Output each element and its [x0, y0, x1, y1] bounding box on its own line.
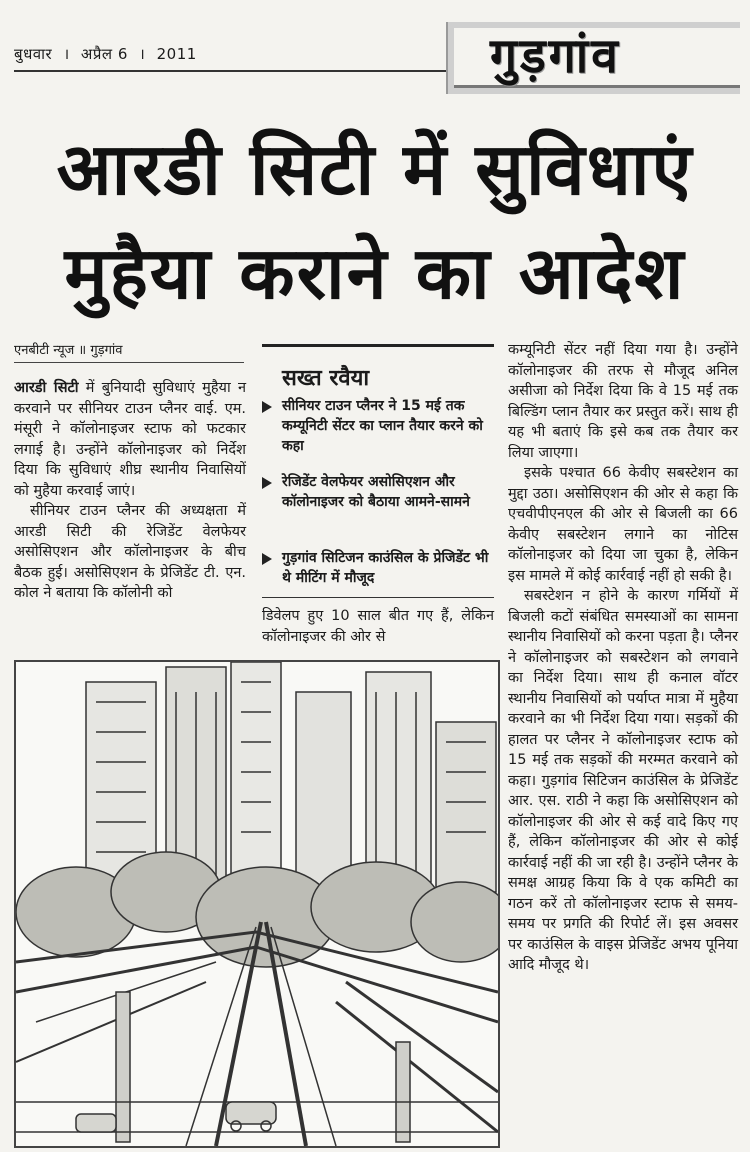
top-rule — [14, 70, 446, 72]
dateline-year: 2011 — [156, 45, 197, 63]
dateline-sep: । — [63, 45, 70, 63]
headline-line-1: आरडी सिटी में सुविधाएं — [56, 127, 694, 211]
article-column-1 — [14, 378, 246, 604]
dateline — [14, 44, 203, 64]
triangle-bullet-icon — [262, 553, 272, 565]
paragraph: इसके पश्चात 66 केवीए सबस्टेशन का मुद्दा उठा। असोसिएशन की ओर से कहा कि एचवीपीएनएल की ओर से बिजली का 66 केवीए सबस्टेशन लगाने का नोटिस कॉलोनाइजर को दिया जा चुका है, लेकिन इस मामले में कोई कार्रवाई नहीं हो सकी है। — [508, 465, 738, 584]
lead-bold: आरडी सिटी — [14, 380, 79, 396]
section-title: गुड़गांव — [490, 28, 621, 84]
article-column-3 — [508, 340, 738, 976]
byline-rule — [14, 362, 244, 363]
highlight-item: गुड़गांव सिटिजन काउंसिल के प्रेजिडेंट भी थे मीटिंग में मौजूद — [262, 548, 494, 588]
dateline-sep: । — [139, 45, 146, 63]
paragraph: सबस्टेशन न होने के कारण गर्मियों में बिजली कटों संबंधित समस्याओं का सामना स्थानीय निवासियों को करना पड़ता है। प्लैनर ने कॉलोनाइजर को सबस्टेशन को लगवाने का निर्देश दिया। साथ ही कनाल वॉटर स्थानीय निवासियों को पर्याप्त मात्रा में मुहैया करवाने का भी निर्देश दिया गया। सड़कों की हालत पर प्लैनर ने कॉलोनाइजर स्टाफ को 15 मई तक सड़कों की मरम्मत करवाने को कहा। गुड़गांव सिटिजन काउंसिल के प्रेजिडेंट आर. एस. राठी ने कहा कि असोसिएशन को कॉलोनाइजर की ओर से कई वादे किए गए हैं, लेकिन कॉलोनाइजर की ओर से कोई कार्रवाई नहीं की जा रही है। उन्होंने प्लैनर के समक्ष आग्रह किया कि वे एक कमिटी का गठन करें तो कॉलोनाइजर स्टाफ से समय-समय पर प्रगति की रिपोर्ट लें। इस अवसर पर काउंसिल के वाइस प्रेजिडेंट अभय पूनिया आदि मौजूद थे। — [508, 588, 738, 973]
paragraph: कम्यूनिटी सेंटर नहीं दिया गया है। उन्होंने कॉलोनाइजर की तरफ से मौजूद अनिल असीजा को निर्देश दिया कि वे 15 मई तक बिल्डिंग प्लान तैयार कर प्रस्तुत करें। साथ ही यह भी बताएं कि इसे कब तक तैयार कर लिया जाएगा। — [508, 342, 738, 461]
article-column-2: डिवेलप हुए 10 साल बीत गए हैं, लेकिन कॉलोनाइजर की ओर से — [262, 608, 494, 645]
byline: एनबीटी न्यूज ॥ गुड़गांव — [14, 343, 123, 358]
city-illustration — [14, 660, 500, 1148]
dateline-day: बुधवार — [14, 45, 53, 63]
highlight-item: सीनियर टाउन प्लैनर ने 15 मई तक कम्यूनिटी सेंटर का प्लान तैयार करने को कहा — [262, 396, 494, 456]
lead-text: में बुनियादी सुविधाएं मुहैया न करवाने पर सीनियर टाउन प्लैनर वाई. एम. मंसूरी ने कॉलोनाइजर स्टाफ को फटकार लगाई है। उन्होंने कॉलोनाइजर को निर्देश दिया कि सुविधाएं शीघ्र स्थानीय निवासियों को मुहैया करवाई जाएं। — [14, 380, 246, 499]
triangle-bullet-icon — [262, 401, 272, 413]
triangle-bullet-icon — [262, 477, 272, 489]
highlight-box-title: सख्त रवैया — [282, 366, 370, 391]
headline-line-2: मुहैया कराने का आदेश — [64, 231, 686, 315]
city-skyline-illustration — [16, 662, 498, 1146]
highlight-item: रेजिडेंट वेलफेयर असोसिएशन और कॉलोनाइजर को बैठाया आमने-सामने — [262, 472, 494, 512]
paragraph: सीनियर टाउन प्लैनर की अध्यक्षता में आरडी सिटी की रेजिडेंट वेलफेयर असोसिएशन और कॉलोनाइजर के बीच बैठक हुई। असोसिएशन के प्रेजिडेंट टी. एन. कोल ने बताया कि कॉलोनी को — [14, 503, 246, 601]
dateline-date: अप्रैल 6 — [80, 45, 128, 63]
